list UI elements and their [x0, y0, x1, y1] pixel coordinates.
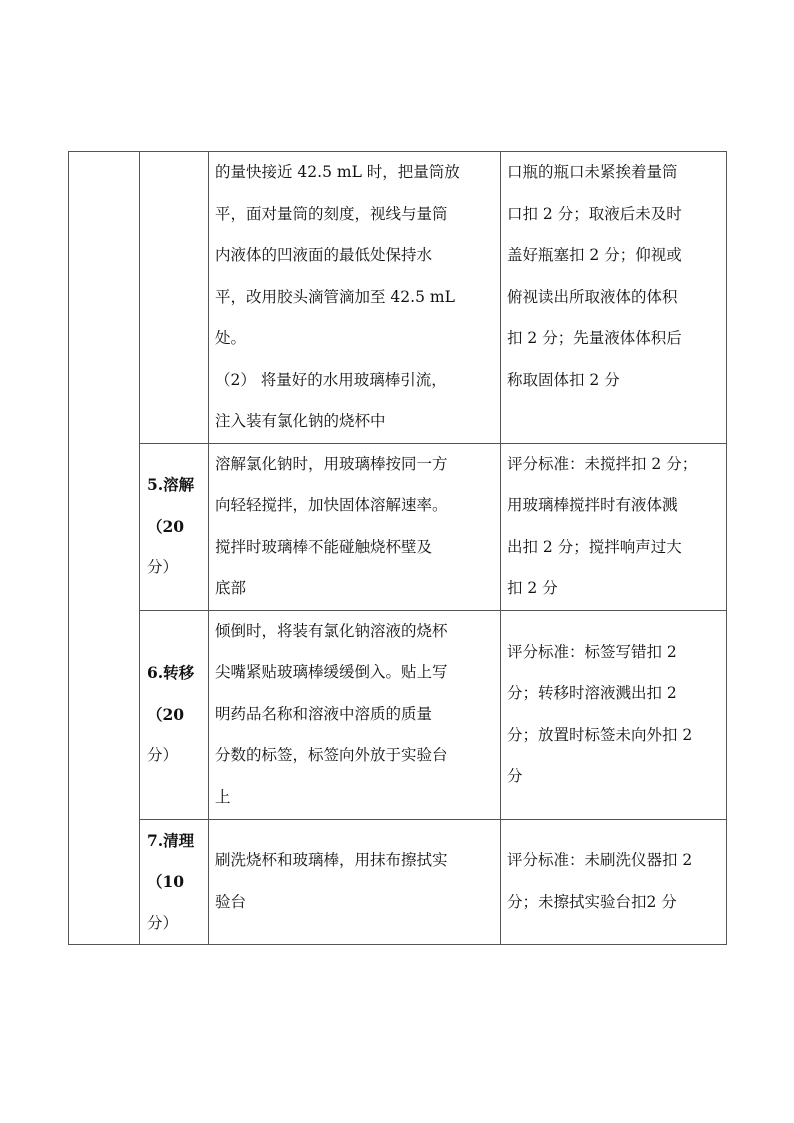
criteria-line: 用玻璃棒搅拌时有液体溅	[507, 496, 678, 514]
step-unit: 分）	[147, 913, 179, 932]
procedure-line: 底部	[215, 579, 247, 597]
procedure-line: 向轻轻搅拌，加快固体溶解速率。	[215, 496, 448, 514]
step-unit: 分）	[147, 746, 179, 765]
criteria-cell	[501, 610, 727, 819]
procedure-line: 溶解氯化钠时，用玻璃棒按同一方	[215, 454, 448, 473]
scoring-table	[68, 151, 727, 945]
procedure-line: 处。	[215, 329, 247, 347]
criteria-line: 分；转移时溶液溅出扣 2	[507, 684, 677, 702]
step-cell	[140, 819, 209, 945]
procedure-line: 验台	[215, 892, 247, 911]
procedure-cell	[209, 152, 501, 444]
table-row	[69, 152, 727, 444]
step-name: 5.溶解	[147, 475, 195, 495]
step-cell	[140, 443, 209, 610]
criteria-line: 口瓶的瓶口未紧挨着量筒	[507, 163, 678, 181]
criteria-cell	[501, 443, 727, 610]
procedure-line: 分数的标签，标签向外放于实验台	[215, 746, 448, 764]
procedure-line: 倾倒时，将装有氯化钠溶液的烧杯	[215, 621, 448, 640]
step-unit: 分）	[147, 558, 179, 577]
procedure-line: 刷洗烧杯和玻璃棒，用抹布擦拭实	[215, 851, 448, 870]
table-row	[69, 819, 727, 945]
criteria-line: 评分标准：未搅拌扣 2 分；	[507, 454, 698, 473]
step-name: 6.转移	[147, 663, 195, 683]
step-points: （20	[147, 704, 185, 724]
criteria-line: 评分标准：未刷洗仪器扣 2	[507, 851, 693, 870]
criteria-line: 口扣 2 分；取液后未及时	[507, 204, 682, 223]
table-row	[69, 443, 727, 610]
criteria-line: 称取固体扣 2 分	[507, 370, 620, 389]
criteria-line: 分；放置时标签未向外扣 2	[507, 725, 693, 744]
criteria-cell	[501, 819, 727, 945]
criteria-cell	[501, 152, 727, 444]
criteria-line: 分	[507, 767, 523, 785]
table-row	[69, 610, 727, 819]
procedure-cell	[209, 443, 501, 610]
procedure-line: 明药品名称和溶液中溶质的质量	[215, 704, 433, 723]
procedure-line: 的量快接近 42.5 mL 时，把量筒放	[215, 163, 460, 181]
procedure-cell	[209, 610, 501, 819]
procedure-cell	[209, 819, 501, 945]
criteria-line: 分；未擦拭实验台扣2 分	[507, 892, 677, 911]
criteria-line: 扣 2 分；先量液体体积后	[507, 329, 682, 347]
procedure-line: （2） 将量好的水用玻璃棒引流，	[215, 370, 447, 389]
criteria-line: 出扣 2 分；搅拌响声过大	[507, 537, 682, 556]
step-points: （10	[147, 872, 185, 891]
step-name: 7.清理	[147, 830, 195, 850]
procedure-line: 平，改用胶头滴管滴加至 42.5 mL	[215, 287, 455, 306]
procedure-line: 内液体的凹液面的最低处保持水	[215, 246, 433, 264]
criteria-line: 俯视读出所取液体的体积	[507, 287, 678, 306]
procedure-line: 上	[215, 787, 231, 806]
category-cell	[69, 152, 140, 945]
procedure-line: 尖嘴紧贴玻璃棒缓缓倒入。贴上写	[215, 663, 448, 681]
step-points: （20	[147, 516, 185, 536]
step-cell	[140, 152, 209, 444]
criteria-line: 扣 2 分	[507, 579, 558, 597]
procedure-line: 平，面对量筒的刻度，视线与量筒	[215, 204, 448, 223]
procedure-line: 搅拌时玻璃棒不能碰触烧杯壁及	[215, 537, 433, 556]
step-cell	[140, 610, 209, 819]
criteria-line: 评分标准：标签写错扣 2	[507, 642, 677, 661]
procedure-line: 注入装有氯化钠的烧杯中	[215, 412, 386, 430]
criteria-line: 盖好瓶塞扣 2 分；仰视或	[507, 246, 682, 264]
